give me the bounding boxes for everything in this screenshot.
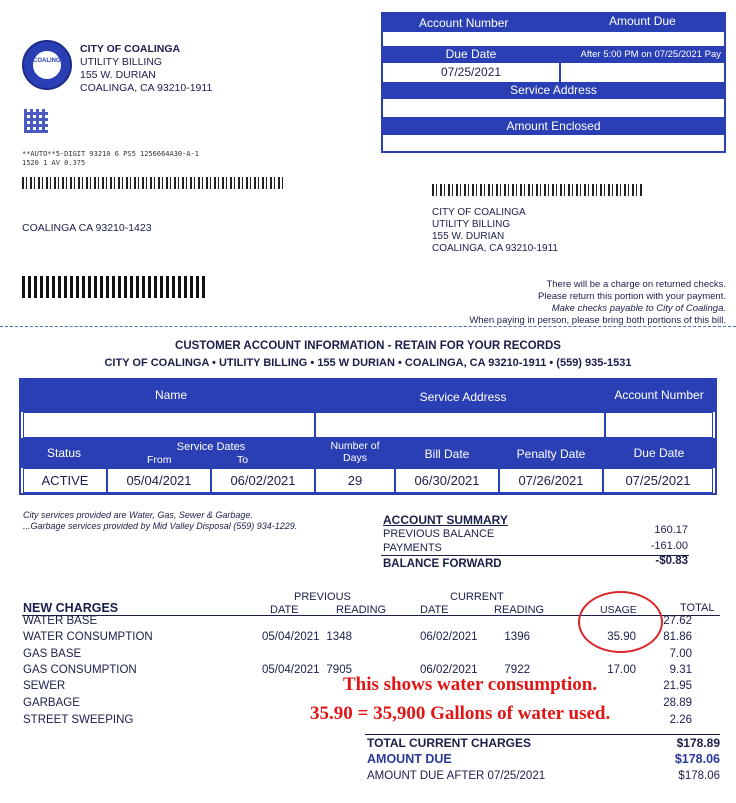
summary-divider (381, 555, 689, 556)
cur-date-label: DATE (420, 604, 449, 616)
charge-total: 7.00 (669, 648, 692, 660)
charge-total: 81.86 (663, 631, 692, 643)
charge-name: GARBAGE (23, 697, 80, 709)
charge-total: 21.95 (663, 680, 692, 692)
balance-forward-label: BALANCE FORWARD (383, 558, 502, 570)
charge-name: GAS CONSUMPTION (23, 664, 137, 676)
name-label: Name (154, 388, 187, 402)
from-label: From (147, 454, 172, 466)
notice-3: Make checks payable to City of Coalinga. (551, 303, 726, 314)
sender-line-1: CITY OF COALINGA (80, 43, 181, 55)
service-address-col-label: Service Address (419, 390, 507, 404)
name-field (23, 412, 315, 438)
service-address-label: Service Address (383, 82, 724, 99)
amount-enclosed-field (383, 135, 724, 151)
charge-total: 27.62 (663, 615, 692, 627)
amount-due-after-value: $178.06 (678, 770, 720, 782)
usage-label: USAGE (600, 604, 637, 616)
payee-line-4: COALINGA, CA 93210-1911 (432, 243, 558, 254)
bill-date-value: 06/30/2021 (395, 468, 499, 493)
cur-reading-label: READING (494, 604, 545, 616)
payee-address (432, 207, 558, 255)
info-subtitle: CITY OF COALINGA • UTILITY BILLING • 155 W DURIAN • COALINGA, CA 93210-1911 • (559) 935-1531 (104, 357, 632, 369)
status-value: ACTIVE (23, 468, 107, 493)
due-date-label: Due Date (383, 46, 559, 63)
charge-total: 2.26 (669, 714, 692, 726)
amount-due-value: $178.06 (674, 752, 720, 766)
payee-line-2: UTILITY BILLING (432, 219, 511, 230)
account-number-field (383, 32, 559, 46)
days-label (315, 440, 395, 464)
charge-name: GAS BASE (23, 648, 82, 660)
remit-header-row (383, 14, 724, 32)
prev-date-label: DATE (270, 604, 299, 616)
annotation-line-2: 35.90 = 35,900 Gallons of water used. (310, 703, 611, 724)
charge-cur-date: 06/02/2021 (420, 664, 478, 676)
annotation-line-1: This shows water consumption. (343, 674, 598, 695)
bill-date-label: Bill Date (424, 447, 470, 461)
total-current-value: $178.89 (676, 736, 720, 750)
services-note-line-2: ...Garbage services provided by Mid Valley Disposal (559) 934-1229. (23, 521, 298, 531)
charge-name: WATER CONSUMPTION (23, 631, 153, 643)
amount-due-after-label: AMOUNT DUE AFTER 07/25/2021 (367, 770, 546, 782)
after-pay-label: After 5:00 PM on 07/25/2021 Pay (561, 46, 724, 63)
charge-name: SEWER (23, 680, 66, 692)
charge-cur-reading: 7922 (504, 664, 530, 676)
prev-balance-label: PREVIOUS BALANCE (383, 528, 495, 540)
tear-line (0, 326, 736, 327)
remittance-box (381, 12, 726, 153)
payment-notices (469, 279, 726, 327)
mail-codes (22, 150, 199, 168)
after-pay-cell (561, 46, 724, 82)
new-charges-title: NEW CHARGES (23, 601, 119, 615)
mail-code-line-1: **AUTO**5-DIGIT 93210 6 PS5 1256664A30-A-1 (22, 150, 200, 158)
due-date-value: 07/25/2021 (603, 468, 713, 493)
amount-due-label: AMOUNT DUE (367, 752, 452, 766)
payments-label: PAYMENTS (383, 542, 442, 554)
summary-title: ACCOUNT SUMMARY (383, 513, 508, 527)
qr-code-icon (24, 109, 48, 133)
due-date-value: 07/25/2021 (441, 65, 502, 79)
intelligent-mail-barcode (22, 177, 284, 189)
amount-due-label: Amount Due (609, 14, 676, 28)
usage-highlight-circle (578, 591, 663, 653)
sender-address (80, 43, 212, 95)
charge-usage: 35.90 (607, 631, 636, 643)
info-title: CUSTOMER ACCOUNT INFORMATION - RETAIN FOR YOUR RECORDS (175, 340, 561, 352)
due-date-cell (383, 46, 559, 82)
charge-cur-date: 06/02/2021 (420, 631, 478, 643)
from-date-value: 05/04/2021 (107, 468, 211, 493)
service-address-field (315, 412, 605, 438)
prev-reading-label: READING (336, 604, 387, 616)
service-dates-label: Service Dates (176, 441, 246, 453)
charge-prev-date: 05/04/2021 (262, 631, 320, 643)
charge-name: WATER BASE (23, 615, 98, 627)
charge-total: 9.31 (669, 664, 692, 676)
payee-line-3: 155 W. DURIAN (432, 231, 505, 242)
seal-center (32, 50, 65, 80)
account-number-field (605, 412, 713, 438)
service-address-field (383, 99, 724, 117)
charge-prev-date: 05/04/2021 (262, 664, 320, 676)
to-label: To (237, 454, 249, 466)
services-note (23, 510, 297, 532)
payments-value: -161.00 (650, 540, 688, 552)
sender-line-4: COALINGA, CA 93210-1911 (80, 82, 213, 94)
services-note-line-1: City services provided are Water, Gas, Sewer & Garbage. (23, 510, 253, 520)
charge-name: STREET SWEEPING (23, 714, 134, 726)
amount-due-field (561, 32, 724, 46)
charge-usage: 17.00 (607, 664, 636, 676)
total-label: TOTAL (680, 602, 715, 614)
account-table (19, 378, 717, 495)
previous-label: PREVIOUS (294, 591, 351, 603)
charge-prev-reading: 1348 (326, 631, 352, 643)
status-label: Status (46, 446, 82, 460)
due-date-col-label: Due Date (633, 446, 685, 460)
charge-cur-reading: 1396 (504, 631, 530, 643)
days-value: 29 (315, 468, 395, 493)
totals-divider (365, 734, 720, 735)
payee-line-1: CITY OF COALINGA (432, 207, 526, 218)
amount-enclosed-label: Amount Enclosed (383, 117, 724, 135)
balance-forward-value: -$0.83 (655, 555, 688, 567)
current-label: CURRENT (450, 591, 504, 603)
notice-4: When paying in person, please bring both portions of this bill. (469, 315, 726, 326)
days-label-line-2: Days (343, 452, 367, 464)
due-date-row (383, 46, 724, 82)
prev-balance-value: 160.17 (654, 524, 688, 536)
notice-1: There will be a charge on returned checks. (546, 279, 726, 290)
customer-address: COALINGA CA 93210-1423 (22, 222, 152, 234)
city-seal-logo (22, 40, 72, 90)
charge-total: 28.89 (663, 697, 692, 709)
sender-line-3: 155 W. DURIAN (80, 69, 156, 81)
mail-code-line-2: 1520 1 AV 0.375 (22, 159, 86, 167)
to-date-value: 06/02/2021 (211, 468, 315, 493)
charge-prev-reading: 7905 (326, 664, 352, 676)
account-number-label: Account Number (419, 16, 509, 30)
days-label-line-1: Number of (330, 440, 380, 452)
notice-2: Please return this portion with your payment. (538, 291, 726, 302)
postnet-barcode (22, 276, 208, 298)
penalty-date-label: Penalty Date (516, 447, 586, 461)
account-number-col-label: Account Number (614, 388, 704, 402)
penalty-date-value: 07/26/2021 (499, 468, 603, 493)
sender-line-2: UTILITY BILLING (80, 56, 163, 68)
payee-barcode (432, 184, 642, 196)
seal-text: COALINGA (33, 58, 65, 64)
total-current-label: TOTAL CURRENT CHARGES (367, 736, 532, 750)
